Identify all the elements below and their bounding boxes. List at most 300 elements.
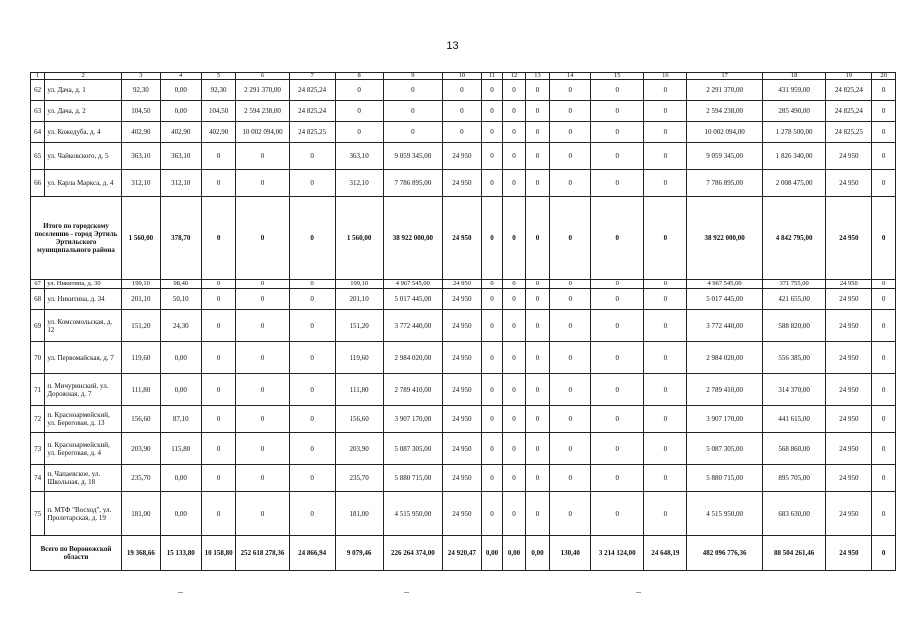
value-cell: 0 <box>236 170 289 197</box>
value-cell: 0 <box>525 406 550 433</box>
value-cell: 0 <box>872 280 896 289</box>
value-cell: 92,30 <box>121 80 160 101</box>
value-cell: 10 158,80 <box>201 536 236 571</box>
value-cell: 588 820,00 <box>762 310 825 342</box>
column-number: 2 <box>45 73 122 80</box>
value-cell: 24 950 <box>442 143 481 170</box>
value-cell: 199,10 <box>121 280 160 289</box>
value-cell: 0 <box>644 465 687 492</box>
value-cell: 0 <box>481 101 502 122</box>
row-number: 74 <box>31 465 45 492</box>
value-cell: 0 <box>503 289 525 310</box>
value-cell: 0 <box>201 170 236 197</box>
value-cell: 0 <box>383 101 442 122</box>
row-number: 69 <box>31 310 45 342</box>
value-cell: 9 059 345,00 <box>687 143 763 170</box>
value-cell: 24 825,24 <box>826 101 872 122</box>
value-cell: 0 <box>442 101 481 122</box>
value-cell: 24 950 <box>826 289 872 310</box>
value-cell: 0 <box>591 101 644 122</box>
value-cell: 181,00 <box>335 492 383 536</box>
value-cell: 24 950 <box>442 197 481 280</box>
value-cell: 24 950 <box>442 170 481 197</box>
value-cell: 0,00 <box>481 536 502 571</box>
value-cell: 87,10 <box>160 406 201 433</box>
value-cell: 0 <box>872 310 896 342</box>
value-cell: 3 214 124,00 <box>591 536 644 571</box>
value-cell: 0 <box>591 465 644 492</box>
table-row <box>31 101 896 122</box>
value-cell: 0 <box>481 342 502 374</box>
value-cell: 24 950 <box>826 492 872 536</box>
column-number: 14 <box>550 73 591 80</box>
value-cell: 0 <box>481 289 502 310</box>
value-cell: 0 <box>872 536 896 571</box>
value-cell: 7 786 895,00 <box>687 170 763 197</box>
column-number-row <box>31 73 896 80</box>
value-cell: 0 <box>503 374 525 406</box>
value-cell: 0 <box>644 492 687 536</box>
value-cell: 0 <box>481 197 502 280</box>
page-number: 13 <box>446 40 459 52</box>
value-cell: 4 842 795,00 <box>762 197 825 280</box>
value-cell: 363,10 <box>160 143 201 170</box>
value-cell: 0 <box>872 374 896 406</box>
value-cell: 0 <box>481 433 502 465</box>
value-cell: 3 772 440,00 <box>687 310 763 342</box>
value-cell: 0 <box>525 170 550 197</box>
value-cell: 0 <box>644 374 687 406</box>
value-cell: 441 615,00 <box>762 406 825 433</box>
address-cell: ул. Первомайская, д. 7 <box>45 342 122 374</box>
value-cell: 24 648,19 <box>644 536 687 571</box>
value-cell: 0 <box>872 170 896 197</box>
value-cell: 5 087 305,00 <box>383 433 442 465</box>
value-cell: 4 967 545,00 <box>383 280 442 289</box>
value-cell: 0 <box>591 80 644 101</box>
table-row <box>31 492 896 536</box>
value-cell: 402,90 <box>201 122 236 143</box>
row-number: 63 <box>31 101 45 122</box>
scan-mark <box>636 592 641 595</box>
value-cell: 1 560,00 <box>335 197 383 280</box>
address-cell: ул. Дача, д. 2 <box>45 101 122 122</box>
value-cell: 363,10 <box>121 143 160 170</box>
value-cell: 0 <box>872 101 896 122</box>
value-cell: 151,20 <box>121 310 160 342</box>
value-cell: 3 907 170,00 <box>687 406 763 433</box>
value-cell: 556 385,00 <box>762 342 825 374</box>
address-cell: п. Красноармейский, ул. Береговая, д. 13 <box>45 406 122 433</box>
value-cell: 7 786 895,00 <box>383 170 442 197</box>
table-row <box>31 170 896 197</box>
value-cell: 24,30 <box>160 310 201 342</box>
value-cell: 0 <box>644 289 687 310</box>
value-cell: 0,00 <box>160 492 201 536</box>
value-cell: 0,00 <box>160 342 201 374</box>
value-cell: 24 950 <box>442 289 481 310</box>
value-cell: 0 <box>481 80 502 101</box>
value-cell: 0 <box>289 406 335 433</box>
value-cell: 24 950 <box>826 536 872 571</box>
value-cell: 2 789 410,00 <box>383 374 442 406</box>
value-cell: 0 <box>644 143 687 170</box>
value-cell: 0 <box>503 433 525 465</box>
value-cell: 0 <box>236 280 289 289</box>
column-number: 9 <box>383 73 442 80</box>
table-row <box>31 374 896 406</box>
value-cell: 10 002 094,00 <box>236 122 289 143</box>
total-label: Всего по Воронежской области <box>31 536 122 571</box>
value-cell: 0 <box>442 80 481 101</box>
value-cell: 111,80 <box>121 374 160 406</box>
value-cell: 0 <box>236 433 289 465</box>
value-cell: 0 <box>289 310 335 342</box>
value-cell: 0 <box>503 197 525 280</box>
table-row <box>31 280 896 289</box>
table-row <box>31 289 896 310</box>
value-cell: 156,60 <box>335 406 383 433</box>
row-number: 73 <box>31 433 45 465</box>
value-cell: 24 950 <box>826 280 872 289</box>
value-cell: 371 755,00 <box>762 280 825 289</box>
value-cell: 0 <box>481 122 502 143</box>
value-cell: 24 866,94 <box>289 536 335 571</box>
value-cell: 0 <box>236 342 289 374</box>
value-cell: 0 <box>201 310 236 342</box>
value-cell: 0 <box>481 170 502 197</box>
value-cell: 0 <box>525 80 550 101</box>
value-cell: 0 <box>201 197 236 280</box>
value-cell: 0 <box>591 280 644 289</box>
address-cell: ул. Дача, д. 1 <box>45 80 122 101</box>
address-cell: ул. Чайковского, д. 5 <box>45 143 122 170</box>
value-cell: 0 <box>872 342 896 374</box>
column-number: 13 <box>525 73 550 80</box>
value-cell: 19 368,66 <box>121 536 160 571</box>
value-cell: 0 <box>525 342 550 374</box>
value-cell: 0 <box>481 492 502 536</box>
subtotal-row <box>31 197 896 280</box>
value-cell: 98,40 <box>160 280 201 289</box>
value-cell: 0 <box>503 465 525 492</box>
value-cell: 4 515 950,00 <box>687 492 763 536</box>
table-row <box>31 465 896 492</box>
value-cell: 2 594 238,00 <box>236 101 289 122</box>
value-cell: 104,50 <box>121 101 160 122</box>
column-number: 18 <box>762 73 825 80</box>
value-cell: 92,30 <box>201 80 236 101</box>
address-cell: ул. Комсомольская, д. 12 <box>45 310 122 342</box>
value-cell: 4 967 545,00 <box>687 280 763 289</box>
value-cell: 5 880 715,00 <box>383 465 442 492</box>
address-cell: п. МТФ "Восход", ул. Пролетарская, д. 19 <box>45 492 122 536</box>
address-cell: п. Красноармейский, ул. Береговая, д. 4 <box>45 433 122 465</box>
column-number: 6 <box>236 73 289 80</box>
value-cell: 0 <box>335 80 383 101</box>
value-cell: 24 825,24 <box>289 80 335 101</box>
address-cell: п. Чапаевское, ул. Школьная, д. 18 <box>45 465 122 492</box>
value-cell: 203,90 <box>335 433 383 465</box>
value-cell: 0 <box>525 280 550 289</box>
value-cell: 0 <box>644 280 687 289</box>
address-cell: ул. Кожедуба, д. 4 <box>45 122 122 143</box>
value-cell: 0 <box>525 310 550 342</box>
value-cell: 50,10 <box>160 289 201 310</box>
value-cell: 0 <box>644 80 687 101</box>
value-cell: 235,70 <box>335 465 383 492</box>
value-cell: 0 <box>289 465 335 492</box>
row-number: 65 <box>31 143 45 170</box>
value-cell: 24 950 <box>442 280 481 289</box>
value-cell: 24 950 <box>826 465 872 492</box>
value-cell: 0 <box>550 170 591 197</box>
value-cell: 0 <box>644 310 687 342</box>
column-number: 12 <box>503 73 525 80</box>
value-cell: 0 <box>872 492 896 536</box>
value-cell: 0 <box>503 492 525 536</box>
value-cell: 2 984 020,00 <box>687 342 763 374</box>
value-cell: 24 950 <box>826 197 872 280</box>
value-cell: 24 950 <box>826 170 872 197</box>
column-number: 3 <box>121 73 160 80</box>
value-cell: 421 655,00 <box>762 289 825 310</box>
value-cell: 0 <box>201 374 236 406</box>
table-row <box>31 310 896 342</box>
value-cell: 0 <box>236 465 289 492</box>
value-cell: 0 <box>201 465 236 492</box>
value-cell: 24 950 <box>826 433 872 465</box>
value-cell: 0 <box>550 492 591 536</box>
value-cell: 0 <box>872 122 896 143</box>
value-cell: 0 <box>525 374 550 406</box>
table-row <box>31 433 896 465</box>
value-cell: 0,00 <box>525 536 550 571</box>
value-cell: 115,80 <box>160 433 201 465</box>
value-cell: 0 <box>525 143 550 170</box>
value-cell: 0,00 <box>160 80 201 101</box>
value-cell: 0 <box>383 122 442 143</box>
value-cell: 0 <box>503 170 525 197</box>
address-cell: ул. Карла Маркса, д. 4 <box>45 170 122 197</box>
row-number: 71 <box>31 374 45 406</box>
value-cell: 1 278 500,00 <box>762 122 825 143</box>
value-cell: 2 984 020,00 <box>383 342 442 374</box>
value-cell: 203,90 <box>121 433 160 465</box>
value-cell: 0 <box>591 342 644 374</box>
value-cell: 24 950 <box>826 406 872 433</box>
value-cell: 0 <box>550 310 591 342</box>
value-cell: 0 <box>201 433 236 465</box>
value-cell: 0 <box>201 406 236 433</box>
value-cell: 38 922 000,00 <box>687 197 763 280</box>
value-cell: 5 880 715,00 <box>687 465 763 492</box>
column-number: 5 <box>201 73 236 80</box>
value-cell: 1 560,00 <box>121 197 160 280</box>
value-cell: 363,10 <box>335 143 383 170</box>
value-cell: 285 490,00 <box>762 101 825 122</box>
value-cell: 0 <box>525 122 550 143</box>
value-cell: 0,00 <box>160 465 201 492</box>
value-cell: 0 <box>550 289 591 310</box>
value-cell: 24 825,24 <box>826 80 872 101</box>
value-cell: 402,90 <box>121 122 160 143</box>
value-cell: 0 <box>525 465 550 492</box>
table-row <box>31 122 896 143</box>
value-cell: 0 <box>591 406 644 433</box>
value-cell: 2 291 370,00 <box>687 80 763 101</box>
table-row <box>31 143 896 170</box>
subtotal-label: Итого по городскому поселению - город Эртиль Эртильского муниципального района <box>31 197 122 280</box>
value-cell: 314 370,00 <box>762 374 825 406</box>
value-cell: 0 <box>872 433 896 465</box>
value-cell: 88 504 261,46 <box>762 536 825 571</box>
value-cell: 0 <box>503 143 525 170</box>
value-cell: 24 950 <box>442 374 481 406</box>
value-cell: 0 <box>872 143 896 170</box>
scan-mark <box>178 592 183 595</box>
value-cell: 0 <box>525 492 550 536</box>
row-number: 66 <box>31 170 45 197</box>
value-cell: 0 <box>644 170 687 197</box>
scan-mark <box>404 592 409 595</box>
value-cell: 0 <box>236 406 289 433</box>
value-cell: 0 <box>289 342 335 374</box>
value-cell: 0 <box>289 374 335 406</box>
total-row <box>31 536 896 571</box>
value-cell: 0 <box>644 433 687 465</box>
value-cell: 201,10 <box>335 289 383 310</box>
value-cell: 0 <box>503 122 525 143</box>
column-number: 1 <box>31 73 45 80</box>
value-cell: 0 <box>591 310 644 342</box>
value-cell: 0 <box>872 465 896 492</box>
value-cell: 0 <box>872 197 896 280</box>
value-cell: 0 <box>236 289 289 310</box>
value-cell: 15 133,80 <box>160 536 201 571</box>
value-cell: 2 291 370,00 <box>236 80 289 101</box>
value-cell: 0 <box>550 342 591 374</box>
value-cell: 119,60 <box>121 342 160 374</box>
value-cell: 0 <box>503 310 525 342</box>
value-cell: 0 <box>550 465 591 492</box>
value-cell: 0,00 <box>503 536 525 571</box>
value-cell: 0 <box>201 342 236 374</box>
value-cell: 24 950 <box>826 342 872 374</box>
value-cell: 0 <box>236 310 289 342</box>
value-cell: 24 825,25 <box>289 122 335 143</box>
value-cell: 0 <box>481 310 502 342</box>
column-number: 15 <box>591 73 644 80</box>
value-cell: 24 950 <box>442 433 481 465</box>
value-cell: 0 <box>201 492 236 536</box>
row-number: 70 <box>31 342 45 374</box>
address-cell: п. Мичуринский, ул. Дорожная, д. 7 <box>45 374 122 406</box>
value-cell: 0 <box>383 80 442 101</box>
value-cell: 2 789 410,00 <box>687 374 763 406</box>
table-row <box>31 342 896 374</box>
value-cell: 0 <box>550 280 591 289</box>
value-cell: 4 515 950,00 <box>383 492 442 536</box>
value-cell: 568 860,00 <box>762 433 825 465</box>
value-cell: 5 017 445,00 <box>687 289 763 310</box>
value-cell: 0 <box>289 280 335 289</box>
value-cell: 0 <box>503 406 525 433</box>
value-cell: 0 <box>481 465 502 492</box>
value-cell: 0 <box>335 122 383 143</box>
value-cell: 0 <box>289 289 335 310</box>
value-cell: 683 630,00 <box>762 492 825 536</box>
value-cell: 0 <box>289 433 335 465</box>
value-cell: 0 <box>550 406 591 433</box>
value-cell: 151,20 <box>335 310 383 342</box>
row-number: 64 <box>31 122 45 143</box>
value-cell: 0 <box>236 374 289 406</box>
value-cell: 312,10 <box>335 170 383 197</box>
value-cell: 0 <box>525 433 550 465</box>
value-cell: 5 017 445,00 <box>383 289 442 310</box>
value-cell: 24 950 <box>826 143 872 170</box>
column-number: 10 <box>442 73 481 80</box>
value-cell: 0 <box>503 101 525 122</box>
value-cell: 24 950 <box>442 465 481 492</box>
value-cell: 104,50 <box>201 101 236 122</box>
column-number: 16 <box>644 73 687 80</box>
value-cell: 24 950 <box>826 310 872 342</box>
value-cell: 0 <box>201 289 236 310</box>
value-cell: 0 <box>481 143 502 170</box>
value-cell: 0 <box>591 289 644 310</box>
value-cell: 0,00 <box>160 101 201 122</box>
column-number: 8 <box>335 73 383 80</box>
value-cell: 0 <box>289 197 335 280</box>
value-cell: 0 <box>201 280 236 289</box>
value-cell: 312,10 <box>121 170 160 197</box>
value-cell: 0 <box>550 80 591 101</box>
value-cell: 119,60 <box>335 342 383 374</box>
value-cell: 378,70 <box>160 197 201 280</box>
value-cell: 0 <box>591 433 644 465</box>
value-cell: 0 <box>644 122 687 143</box>
value-cell: 0 <box>335 101 383 122</box>
value-cell: 0 <box>289 143 335 170</box>
value-cell: 0 <box>644 406 687 433</box>
value-cell: 312,10 <box>160 170 201 197</box>
value-cell: 156,60 <box>121 406 160 433</box>
value-cell: 0,00 <box>160 374 201 406</box>
value-cell: 0 <box>872 289 896 310</box>
value-cell: 431 959,00 <box>762 80 825 101</box>
value-cell: 24 825,24 <box>289 101 335 122</box>
value-cell: 0 <box>525 289 550 310</box>
value-cell: 24 825,25 <box>826 122 872 143</box>
value-cell: 0 <box>236 143 289 170</box>
value-cell: 0 <box>236 197 289 280</box>
value-cell: 0 <box>591 374 644 406</box>
value-cell: 24 950 <box>442 342 481 374</box>
row-number: 72 <box>31 406 45 433</box>
value-cell: 0 <box>591 122 644 143</box>
value-cell: 0 <box>550 433 591 465</box>
value-cell: 0 <box>289 492 335 536</box>
address-cell: ул. Никитина, д. 30 <box>45 280 122 289</box>
column-number: 19 <box>826 73 872 80</box>
value-cell: 0 <box>550 101 591 122</box>
value-cell: 895 705,00 <box>762 465 825 492</box>
value-cell: 3 907 170,00 <box>383 406 442 433</box>
data-table <box>30 72 896 571</box>
value-cell: 0 <box>591 170 644 197</box>
